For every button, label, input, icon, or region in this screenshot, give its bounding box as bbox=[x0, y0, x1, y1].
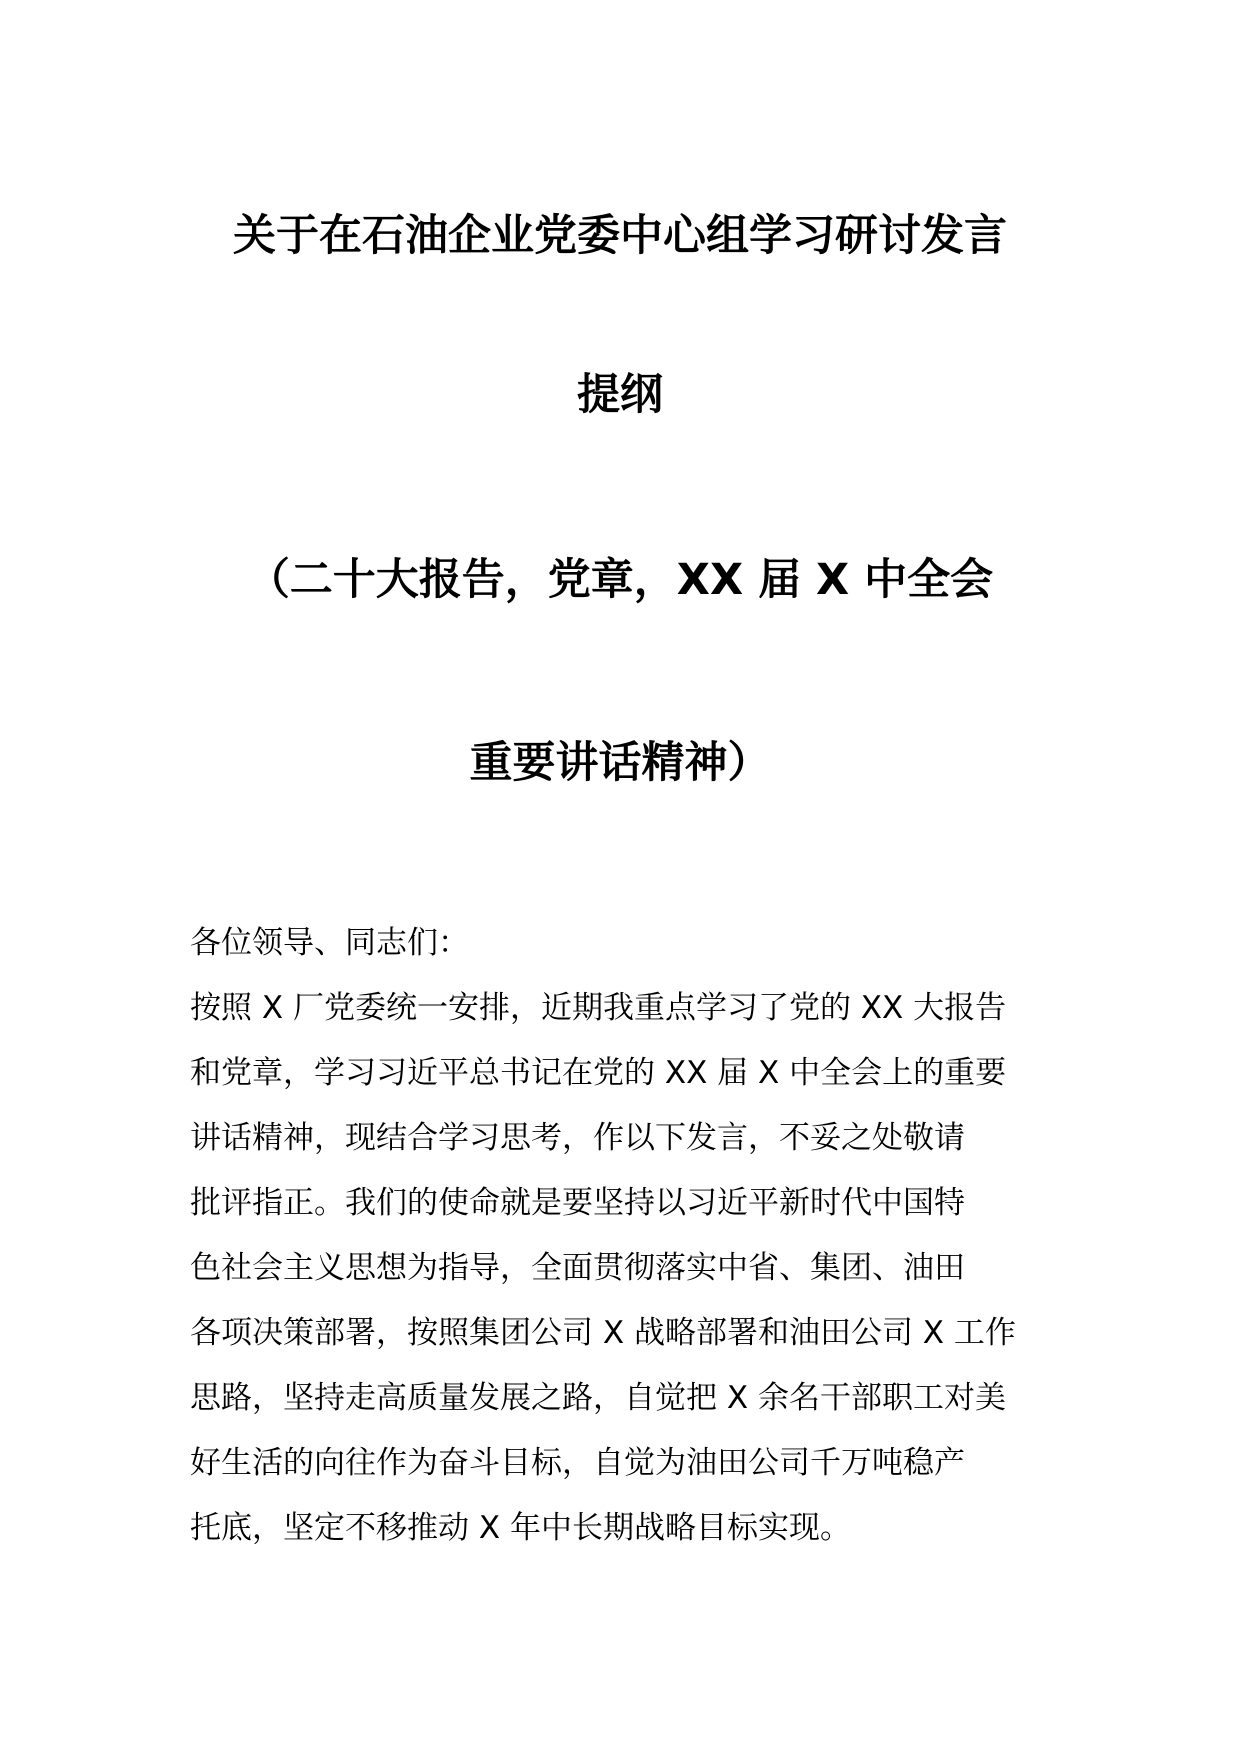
paragraph-line: 托底，坚定不移推动 X 年中长期战略目标实现。 bbox=[190, 1510, 851, 1546]
paragraph-line: 讲话精神，现结合学习思考，作以下发言，不妥之处敬请 bbox=[190, 1120, 965, 1156]
paragraph-line: 色社会主义思想为指导，全面贯彻落实中省、集团、油田 bbox=[190, 1250, 965, 1286]
subtitle-line-2: 重要讲话精神） bbox=[469, 738, 771, 788]
paragraph-line: 按照 X 厂党委统一安排，近期我重点学习了党的 XX 大报告 bbox=[190, 990, 1007, 1026]
salutation: 各位领导、同志们： bbox=[190, 925, 469, 961]
body-paragraph bbox=[190, 976, 1060, 1561]
title-line-2: 提纲 bbox=[577, 370, 663, 420]
paragraph-line: 各项决策部署，按照集团公司 X 战略部署和油田公司 X 工作 bbox=[190, 1315, 1016, 1351]
paragraph-line: 和党章，学习习近平总书记在党的 XX 届 X 中全会上的重要 bbox=[190, 1055, 1007, 1091]
paragraph-line: 好生活的向往作为奋斗目标，自觉为油田公司千万吨稳产 bbox=[190, 1445, 965, 1481]
title-line-1: 关于在石油企业党委中心组学习研讨发言 bbox=[233, 211, 1007, 261]
paragraph-line: 思路，坚持走高质量发展之路，自觉把 X 余名干部职工对美 bbox=[190, 1380, 1006, 1416]
subtitle-line-1: （二十大报告，党章，XX 届 X 中全会 bbox=[246, 555, 994, 605]
paragraph-line: 批评指正。我们的使命就是要坚持以习近平新时代中国特 bbox=[190, 1185, 965, 1221]
